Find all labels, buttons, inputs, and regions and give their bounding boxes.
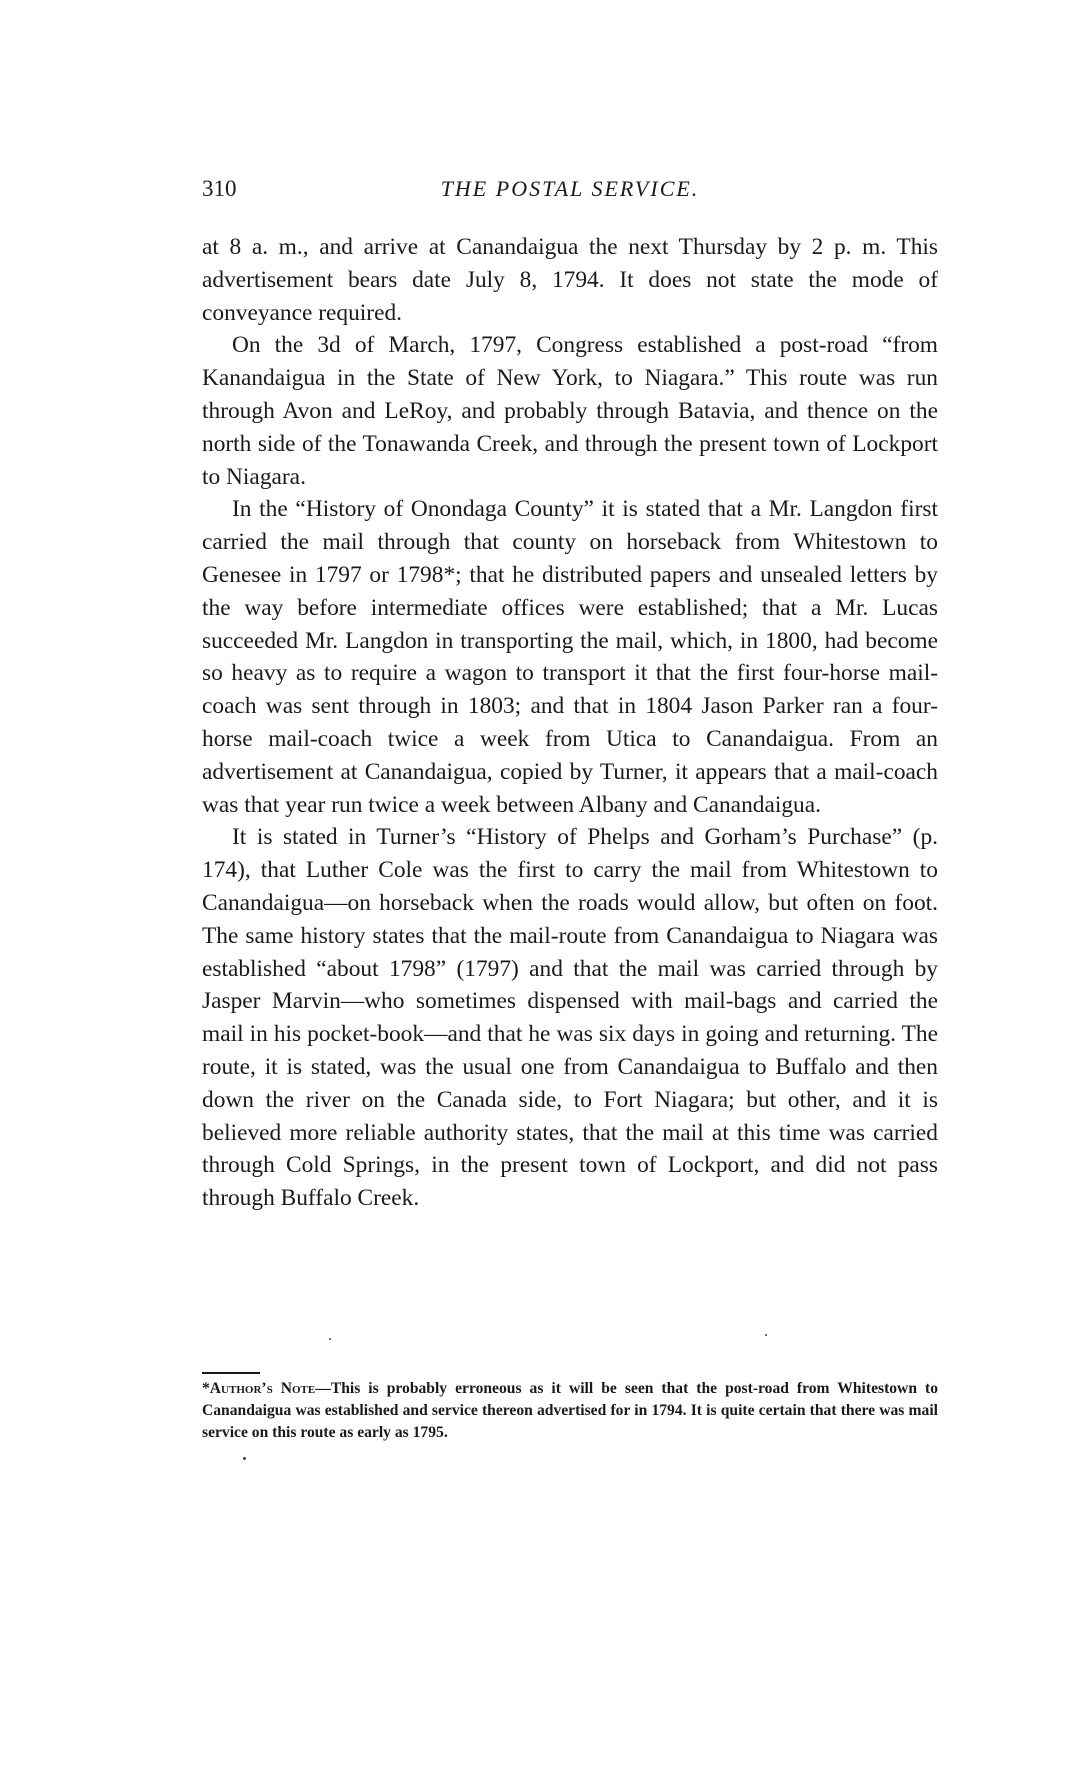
paragraph-turner-history: It is stated in Turner’s “History of Phelps and Gorham’s Purchase” (p. 174), that Luther Cole was the first to carry the mail from Whitestown to Canandaigua—on horseback when the roads would allow, but often on foot. The same history states that the mail-route from Canandaigua to Niagara was established “about 1798” (1797) and that the mail was carried through by Jasper Marvin—who sometimes dispensed with mail-bags and carried the mail in his pocket-book—and that he was six days in going and returning. The route, it is stated, was the usual one from Canandaigua to Buffalo and then down the river on the Canada side, to Fort Niagara; but other, and it is believed more reliable authority states, that the mail at this time was carried through Cold Springs, in the present town of Lockport, and did not pass through Buffalo Creek. bbox=[202, 824, 938, 1212]
paper-speck bbox=[243, 1457, 246, 1460]
running-title: THE POSTAL SERVICE. bbox=[440, 176, 700, 201]
paragraph-post-road-1797: On the 3d of March, 1797, Congress established a post-road “from Kanandaigua in the State of New York, to Niagara.” This route was run through Avon and LeRoy, and probably through Batavia, and thence on the north side of the Tonawanda Creek, and through the present town of Lockport to Niagara. bbox=[202, 332, 938, 490]
page-number: 310 bbox=[202, 176, 237, 201]
footnote bbox=[202, 1378, 938, 1444]
running-head bbox=[202, 176, 938, 210]
paragraph-onondaga-history: In the “History of Onondaga County” it is stated that a Mr. Langdon first carried the mail through that county on horseback from Whitestown to Genesee in 1797 or 1798*; that he distributed papers and unsealed letters by the way before intermediate offices were established; that a Mr. Lucas succeeded Mr. Langdon in transporting the mail, which, in 1800, had become so heavy as to require a wagon to transport it that the first four-horse mail-coach was sent through in 1803; and that in 1804 Jason Parker ran a four-horse mail-coach twice a week from Utica to Canandaigua. From an advertisement at Canandaigua, copied by Turner, it appears that a mail-coach was that year run twice a week between Albany and Canandaigua. bbox=[202, 496, 938, 818]
paper-speck bbox=[765, 1334, 767, 1336]
body-text bbox=[202, 231, 938, 1215]
footnote-rule bbox=[202, 1372, 260, 1374]
paragraph-continued: at 8 a. m., and arrive at Canandaigua the next Thursday by 2 p. m. This advertisement bears date July 8, 1794. It does not state the mode of conveyance required. bbox=[202, 234, 938, 326]
footnote-label: *Author’s Note bbox=[202, 1380, 316, 1397]
footnote-text: —This is probably erroneous as it will be seen that the post-road from Whitestown to Canandaigua was established and service thereon advertised for in 1794. It is quite certain that there was mail service on this route as early as 1795. bbox=[202, 1380, 938, 1441]
paper-speck bbox=[329, 1338, 331, 1340]
